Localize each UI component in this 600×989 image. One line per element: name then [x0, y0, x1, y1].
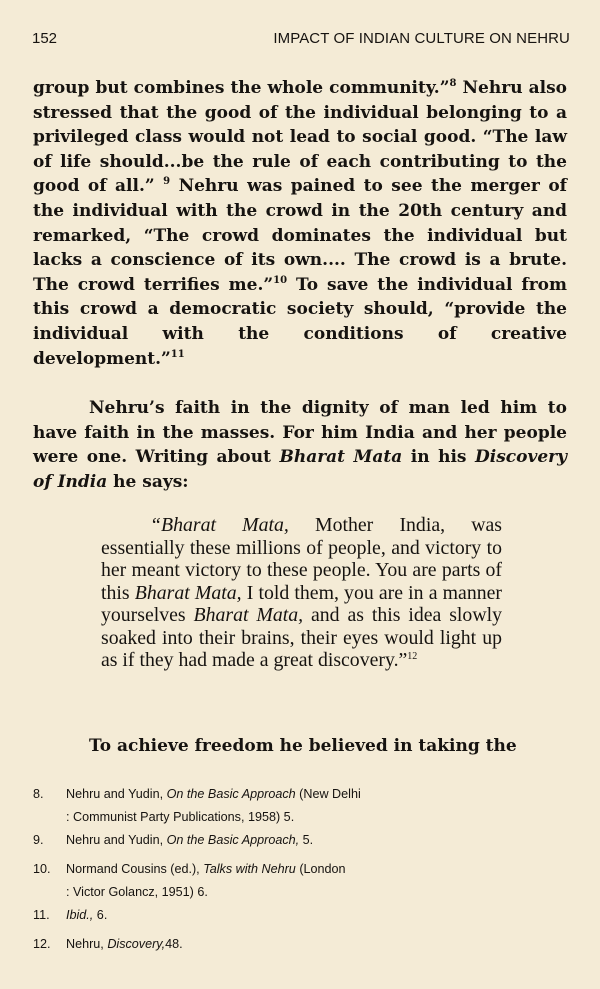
- paragraph-text: in his: [402, 447, 475, 468]
- quote-text: Mother India, was essentially these millions of people, and victory to her meant victory to these people. You are parts of this: [101, 514, 502, 604]
- footnote-text: [66, 937, 183, 951]
- footnote-text: [66, 787, 361, 801]
- footnote-detail: (London: [295, 862, 346, 876]
- paragraph-3: [33, 734, 567, 759]
- footnote-continuation: : Communist Party Publications, 1958) 5.: [66, 810, 295, 824]
- italic-title: “Bharat Mata,: [150, 514, 289, 536]
- block-quote: [101, 514, 502, 672]
- footnote-ref-10: 10: [273, 274, 288, 286]
- paragraph-2: [33, 396, 567, 494]
- footnote-text: [66, 833, 313, 847]
- footnote-number: 10.: [33, 862, 51, 876]
- footnote-title: Ibid.,: [66, 908, 94, 922]
- running-head: IMPACT OF INDIAN CULTURE ON NEHRU: [273, 30, 570, 47]
- footnote-number: 9.: [33, 833, 44, 847]
- paragraph-text: Nehru was pained to see the merger of the individual with the crowd in the 20th century and remarked, “The crowd dominates the individual but lacks a conscience of its own.... The crowd is a brute. The crowd terrifies me.”: [33, 176, 567, 295]
- footnote-detail: 48.: [165, 937, 183, 951]
- footnote-number: 12.: [33, 937, 51, 951]
- italic-title: Bharat Mata,: [193, 604, 304, 626]
- footnote-detail: 5.: [299, 833, 314, 847]
- footnote-text: [66, 908, 107, 922]
- italic-title: Discovery of India: [33, 447, 567, 492]
- footnote-author: Normand Cousins (ed.),: [66, 862, 204, 876]
- italic-title: Bharat Mata: [279, 447, 403, 468]
- quote-text: I told them, you are in a manner yourselves: [101, 581, 502, 626]
- page-header: [32, 30, 570, 50]
- footnote-number: 11.: [33, 908, 50, 922]
- footnote-ref-8: 8: [449, 78, 457, 89]
- footnote-continuation: : Victor Golancz, 1951) 6.: [66, 885, 208, 899]
- footnote-author: Nehru and Yudin,: [66, 787, 167, 801]
- footnote-title: Discovery,: [107, 937, 166, 951]
- paragraph-text: To achieve freedom he believed in taking the: [89, 736, 517, 756]
- paragraph-text: Nehru’s faith in the dignity of man led him to have faith in the masses. For him India and her people were one. Writing about: [33, 398, 567, 468]
- quote-text: and as this idea slowly soaked into their brains, their eyes would light up as if they had made a great discovery.”: [101, 604, 502, 671]
- footnote-ref-12: 12: [407, 651, 418, 662]
- paragraph-text: Nehru also stressed that the good of the individual belonging to a privileged class would not lead to social good. “The law of life should...be the rule of each contributing to the good of all.”: [33, 78, 567, 197]
- footnote-title: On the Basic Approach,: [166, 833, 300, 847]
- paragraph-text: group but combines the whole community.”: [33, 78, 450, 98]
- paragraph-text: To save the individual from this crowd a democratic society should, “provide the individual with the conditions of creative development.”: [33, 274, 567, 369]
- paragraph-1: [33, 76, 567, 371]
- footnote-title: On the Basic Approach: [166, 787, 296, 801]
- footnote-ref-11: 11: [170, 348, 185, 360]
- footnote-detail: 6.: [93, 908, 108, 922]
- footnote-detail: (New Delhi: [295, 787, 361, 801]
- footnote-text: [66, 862, 346, 876]
- footnote-author: Nehru,: [66, 937, 108, 951]
- footnote-number: 8.: [33, 787, 44, 801]
- footnote-title: Talks with Nehru: [203, 862, 296, 876]
- paragraph-text: he says:: [107, 471, 189, 492]
- page-number: 152: [32, 30, 58, 47]
- footnote-ref-9: 9: [163, 176, 171, 188]
- italic-title: Bharat Mata,: [134, 581, 242, 604]
- footnote-author: Nehru and Yudin,: [66, 833, 167, 847]
